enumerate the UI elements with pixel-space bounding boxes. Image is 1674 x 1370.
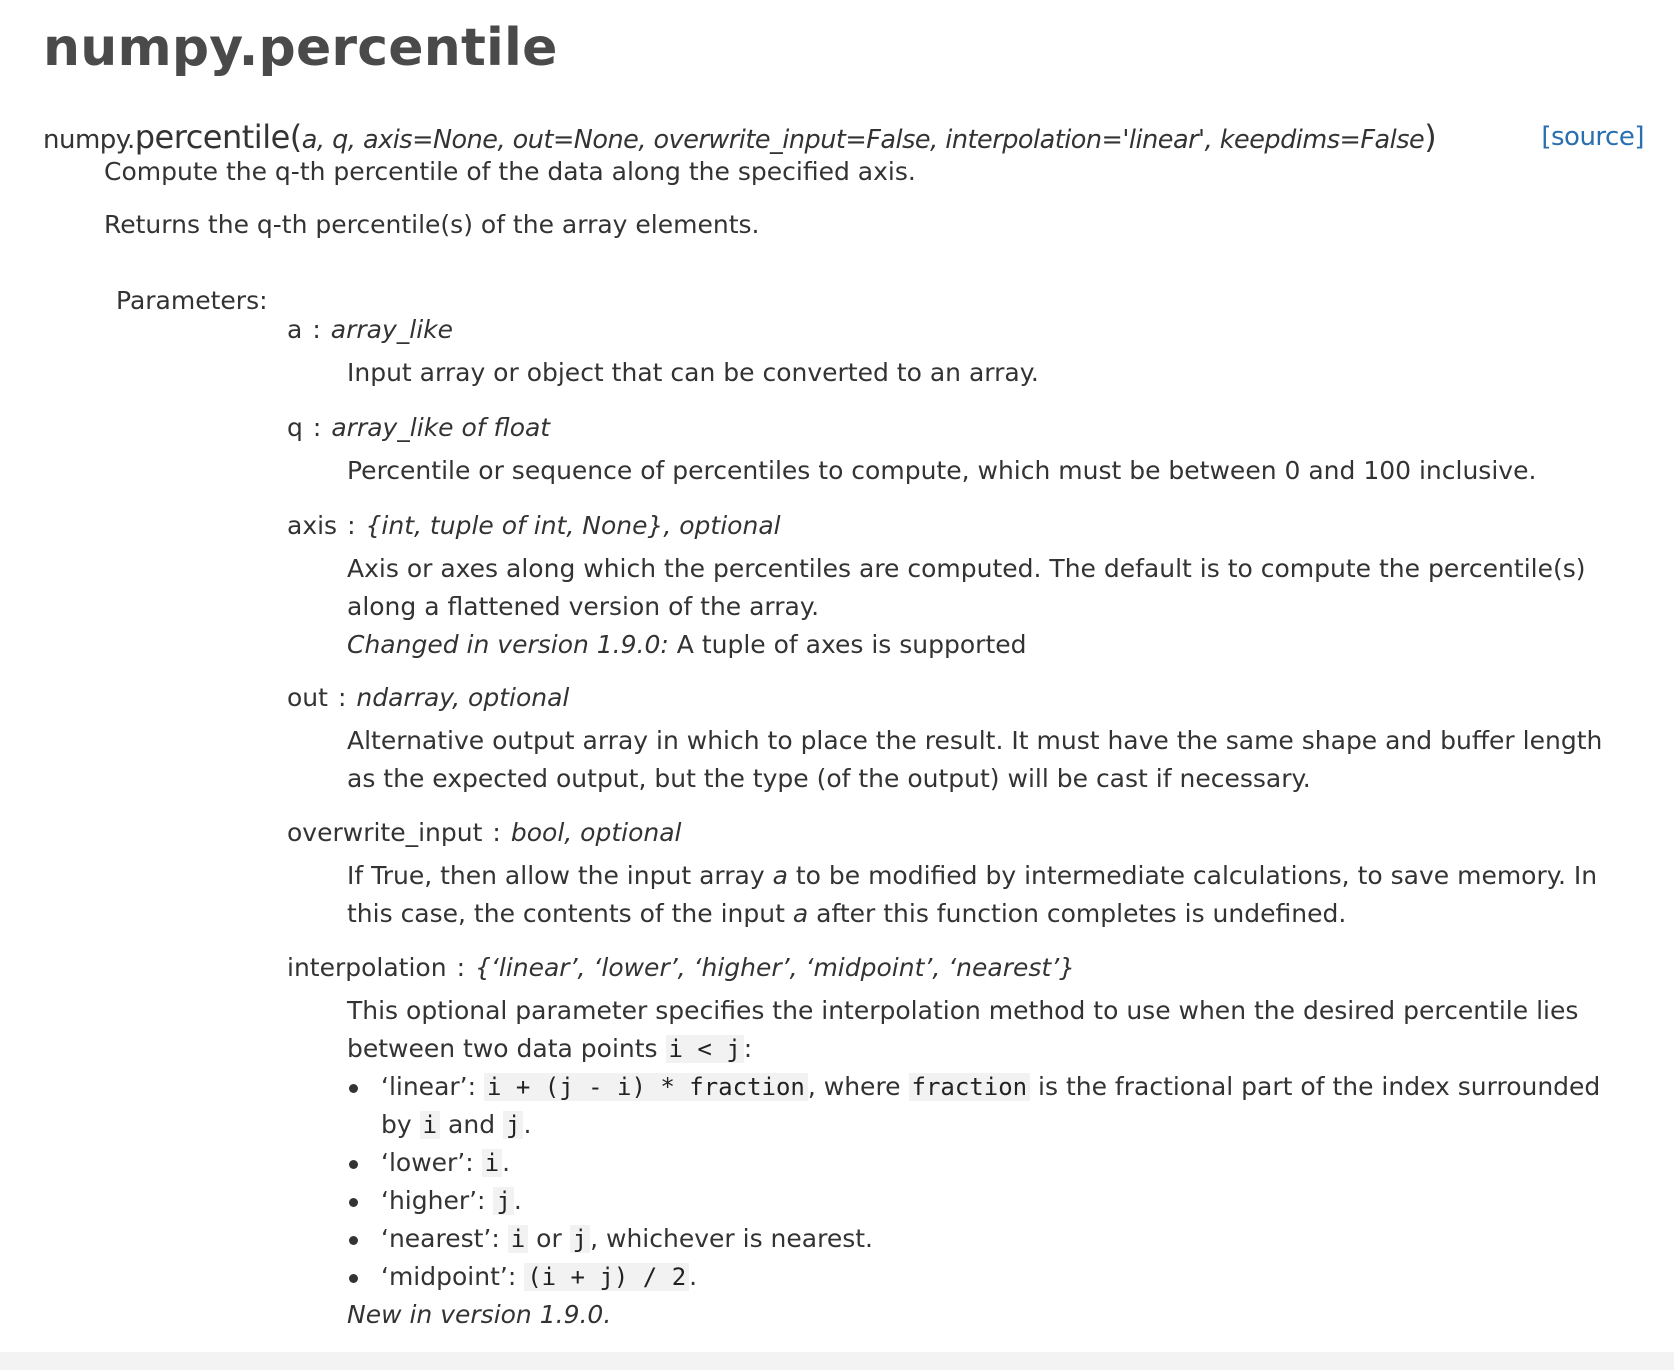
option-label: ‘higher’: bbox=[381, 1186, 494, 1215]
param-type: ndarray, optional bbox=[356, 683, 570, 712]
option-higher bbox=[347, 1182, 1634, 1220]
inline-code: fraction bbox=[909, 1073, 1031, 1101]
inline-code: i + (j - i) * fraction bbox=[484, 1073, 808, 1101]
param-description: Input array or object that can be converted to an array. bbox=[347, 358, 1039, 387]
param-name: out bbox=[287, 683, 328, 712]
param-description: Percentile or sequence of percentiles to compute, which must be between 0 and 100 inclusive. bbox=[347, 456, 1537, 485]
param-type: {‘linear’, ‘lower’, ‘higher’, ‘midpoint’, ‘nearest’} bbox=[475, 953, 1076, 982]
param-name: axis bbox=[287, 511, 338, 540]
param-description bbox=[347, 992, 1634, 1068]
param-type: array_like bbox=[330, 315, 454, 344]
param-name: a bbox=[287, 315, 303, 344]
inline-code: i bbox=[482, 1149, 502, 1177]
param-type: bool, optional bbox=[510, 818, 682, 847]
param-out: out : ndarray, optional Alternative output array in which to place the result. It must have the same shape and buffer length as the expected output, but the type (of the output) will be cast if necessary. bbox=[287, 680, 1634, 798]
option-lower bbox=[347, 1144, 1634, 1182]
desc-part: after this function completes is undefined. bbox=[808, 899, 1347, 928]
param-description bbox=[347, 857, 1634, 933]
signature-module: numpy. bbox=[43, 125, 135, 155]
inline-code: i bbox=[420, 1111, 440, 1139]
parameters-label: Parameters: bbox=[116, 286, 268, 315]
desc-part: If True, then allow the input array bbox=[347, 861, 773, 890]
param-name: overwrite_input bbox=[287, 818, 483, 847]
returns-text: Returns the q-th percentile(s) of the array elements. bbox=[104, 210, 760, 239]
param-description: Alternative output array in which to place the result. It must have the same shape and buffer length as the expected output, but the type (of the output) will be cast if necessary. bbox=[347, 726, 1603, 793]
param-q: q : array_like of float Percentile or sequence of percentiles to compute, which must be between 0 and 100 inclusive. bbox=[287, 410, 1634, 490]
option-text: , where bbox=[807, 1072, 909, 1101]
desc-part: This optional parameter specifies the interpolation method to use when the desired percentile lies between two data points bbox=[347, 996, 1579, 1063]
option-label: ‘nearest’: bbox=[381, 1224, 508, 1253]
option-text: or bbox=[528, 1224, 570, 1253]
inline-code: (i + j) / 2 bbox=[524, 1263, 689, 1291]
bottom-scroll-fade bbox=[0, 1352, 1674, 1370]
option-text: and bbox=[440, 1110, 504, 1139]
option-text: is the fractional part of the index surrounded by bbox=[381, 1072, 1601, 1139]
param-interpolation: interpolation : {‘linear’, ‘lower’, ‘higher’, ‘midpoint’, ‘nearest’} This optional parameter specifies the interpolation method to use when the desired percentile lies between two data points i < j : ‘linear’: i + (j - i) * fraction , where fraction is the fractional part of the index surrounded by i and j . ‘lower’: i . ‘higher’: j . ‘nearest’: i or j , whichever is nearest. ‘midpoint’: (i + j) / 2 . New in version 1.9.0. bbox=[287, 950, 1634, 1334]
version-changed-note bbox=[347, 626, 1634, 664]
option-text: . bbox=[689, 1262, 698, 1291]
option-label: ‘midpoint’: bbox=[381, 1262, 525, 1291]
param-overwrite-input: overwrite_input : bool, optional If True, then allow the input array a to be modified by intermediate calculations, to save memory. In this case, the contents of the input a after this function completes is undefined. bbox=[287, 815, 1634, 933]
option-text: . bbox=[523, 1110, 532, 1139]
param-description: Axis or axes along which the percentiles are computed. The default is to compute the percentile(s) along a flattened version of the array. bbox=[347, 554, 1586, 621]
option-text: . bbox=[502, 1148, 511, 1177]
desc-part: : bbox=[743, 1034, 753, 1063]
desc-part: to be modified by intermediate calculations, to save memory. In this case, the contents of the input bbox=[347, 861, 1598, 928]
signature-params: a, q, axis=None, out=None, overwrite_input=False, interpolation='linear', keepdims=False bbox=[301, 125, 1425, 155]
param-type: array_like of float bbox=[331, 413, 551, 442]
version-added-note: New in version 1.9.0. bbox=[347, 1300, 612, 1329]
desc-variable: a bbox=[792, 899, 809, 928]
signature-open-paren: ( bbox=[289, 118, 302, 156]
param-name: q bbox=[287, 413, 303, 442]
option-linear bbox=[347, 1068, 1634, 1144]
inline-code: j bbox=[493, 1187, 513, 1215]
option-midpoint bbox=[347, 1258, 1634, 1296]
inline-code: i < j bbox=[666, 1035, 744, 1063]
option-nearest bbox=[347, 1220, 1634, 1258]
desc-variable: a bbox=[772, 861, 788, 890]
option-label: ‘linear’: bbox=[381, 1072, 484, 1101]
param-a: a : array_like Input array or object that can be converted to an array. bbox=[287, 312, 1634, 392]
param-type: {int, tuple of int, None}, optional bbox=[365, 511, 781, 540]
version-changed-text: A tuple of axes is supported bbox=[668, 630, 1027, 659]
interpolation-options-list bbox=[347, 1068, 1634, 1296]
param-axis: axis : {int, tuple of int, None}, optional Axis or axes along which the percentiles are computed. The default is to compute the percentile(s) along a flattened version of the array. Changed in version 1.9.0: A tuple of axes is supported bbox=[287, 508, 1634, 664]
inline-code: i bbox=[508, 1225, 528, 1253]
function-signature bbox=[43, 118, 1644, 156]
param-name: interpolation bbox=[287, 953, 447, 982]
inline-code: j bbox=[503, 1111, 523, 1139]
signature-function-name: percentile bbox=[134, 118, 290, 156]
option-label: ‘lower’: bbox=[381, 1148, 482, 1177]
inline-code: j bbox=[570, 1225, 590, 1253]
version-changed-prefix: Changed in version 1.9.0: bbox=[347, 630, 669, 659]
source-link[interactable]: [source] bbox=[1541, 122, 1644, 152]
option-text: , whichever is nearest. bbox=[590, 1224, 873, 1253]
page-title: numpy.percentile bbox=[43, 18, 558, 78]
option-text: . bbox=[513, 1186, 522, 1215]
summary-text: Compute the q-th percentile of the data along the specified axis. bbox=[104, 157, 916, 186]
signature-close-paren: ) bbox=[1424, 118, 1437, 156]
